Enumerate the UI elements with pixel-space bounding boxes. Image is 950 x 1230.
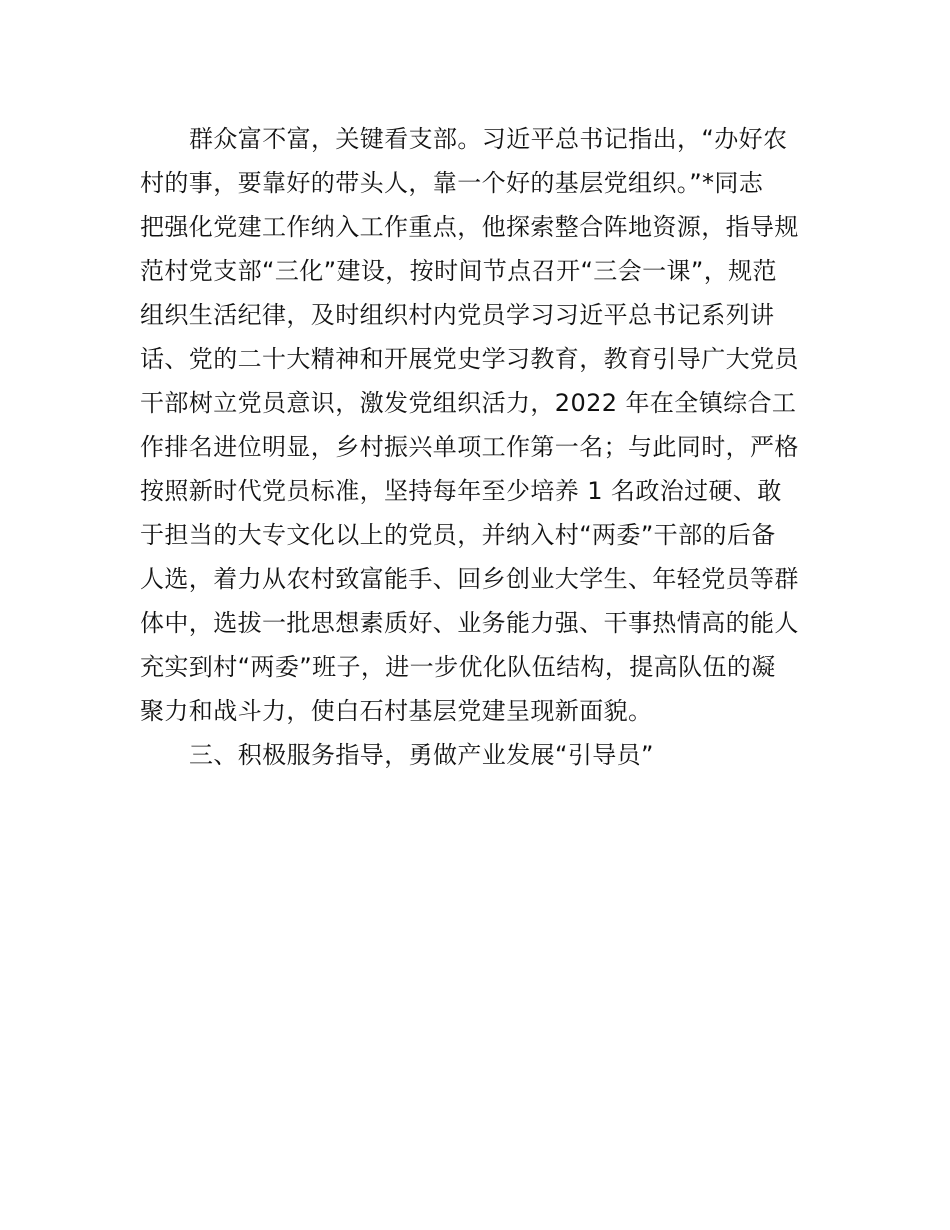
paragraph-line: 人选，着力从农村致富能手、回乡创业大学生、年轻党员等群	[140, 565, 799, 593]
paragraph-line: 充实到村“两委”班子，进一步优化队伍结构，提高队伍的凝	[140, 653, 776, 681]
paragraph-line: 话、党的二十大精神和开展党史学习教育，教育引导广大党员	[140, 345, 799, 373]
paragraph-line: 范村党支部“三化”建设，按时间节点召开“三会一课”，规范	[140, 257, 777, 285]
paragraph-line: 聚力和战斗力，使白石村基层党建呈现新面貌。	[140, 697, 653, 725]
section-heading: 三、积极服务指导，勇做产业发展“引导员”	[189, 741, 654, 769]
paragraph-line: 体中，选拔一批思想素质好、业务能力强、干事热情高的能人	[140, 609, 799, 637]
paragraph-line: 于担当的大专文化以上的党员，并纳入村“两委”干部的后备	[140, 521, 776, 549]
paragraph-line: 作排名进位明显，乡村振兴单项工作第一名；与此同时，严格	[140, 433, 799, 461]
paragraph-line: 干部树立党员意识，激发党组织活力，2022 年在全镇综合工	[140, 389, 797, 417]
paragraph-line: 组织生活纪律，及时组织村内党员学习习近平总书记系列讲	[140, 301, 775, 329]
paragraph-line: 群众富不富，关键看支部。习近平总书记指出，“办好农	[189, 125, 788, 153]
paragraph-line: 把强化党建工作纳入工作重点，他探索整合阵地资源，指导规	[140, 213, 799, 241]
paragraph-line: 村的事，要靠好的带头人，靠一个好的基层党组织。”*同志	[140, 169, 764, 197]
document-body	[140, 120, 812, 780]
paragraph-line: 按照新时代党员标准，坚持每年至少培养 1 名政治过硬、敢	[140, 477, 782, 505]
